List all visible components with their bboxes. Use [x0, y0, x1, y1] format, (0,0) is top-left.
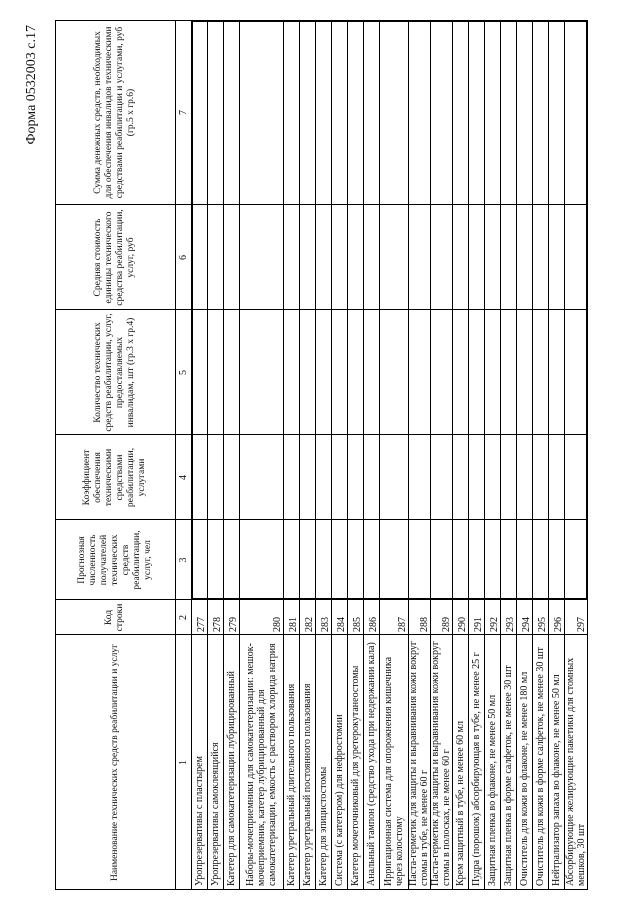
empty-cell[interactable]: [564, 520, 587, 600]
data-table: [55, 20, 590, 890]
row-code: 295: [537, 617, 548, 632]
empty-cell[interactable]: [532, 435, 548, 520]
row-name: Катетер для самокатетеризации лубрицированный: [225, 671, 237, 886]
empty-cell[interactable]: [548, 520, 564, 600]
empty-cell[interactable]: [379, 435, 408, 520]
row-code: 287: [397, 617, 408, 632]
empty-cell[interactable]: [430, 20, 452, 205]
empty-cell[interactable]: [468, 520, 484, 600]
column-header: Прогнозная численность получателей технических средств реабилитации, услуг, чел: [76, 530, 153, 590]
row-name: Абсорбирующие желирующие пакетики для стомных мешков, 30 шт: [564, 657, 587, 886]
empty-cell[interactable]: [299, 310, 315, 435]
empty-cell[interactable]: [299, 520, 315, 600]
empty-cell[interactable]: [516, 310, 532, 435]
empty-cell[interactable]: [452, 520, 468, 600]
empty-cell[interactable]: [223, 310, 239, 435]
row-name: Паста-герметик для защиты и выравнивания кожи вокруг стомы в полосках, не менее 60 г: [430, 641, 452, 886]
row-code: 291: [473, 617, 484, 632]
row-name: Катетер для эпицистостомы: [317, 766, 329, 886]
empty-cell[interactable]: [363, 520, 379, 600]
empty-cell[interactable]: [484, 310, 500, 435]
empty-cell[interactable]: [516, 520, 532, 600]
empty-cell[interactable]: [516, 20, 532, 205]
empty-cell[interactable]: [468, 310, 484, 435]
row-name: Катетер уретральный постоянного пользования: [301, 683, 313, 886]
empty-cell[interactable]: [223, 205, 239, 310]
empty-cell[interactable]: [331, 310, 347, 435]
empty-cell[interactable]: [564, 310, 587, 435]
empty-cell[interactable]: [363, 205, 379, 310]
empty-cell[interactable]: [191, 520, 207, 600]
empty-cell[interactable]: [532, 310, 548, 435]
column-number: 3: [177, 557, 189, 563]
empty-cell[interactable]: [430, 520, 452, 600]
empty-cell[interactable]: [452, 205, 468, 310]
empty-cell[interactable]: [452, 310, 468, 435]
column-header: Коэффициент обеспечения техническими средствами реабилитации, услугами: [82, 447, 147, 508]
input-area-border: [191, 598, 587, 600]
row-code: 293: [505, 617, 516, 632]
row-code: 288: [419, 617, 430, 632]
empty-cell[interactable]: [484, 520, 500, 600]
empty-cell[interactable]: [500, 205, 516, 310]
empty-cell[interactable]: [532, 205, 548, 310]
empty-cell[interactable]: [283, 310, 299, 435]
empty-cell[interactable]: [500, 520, 516, 600]
empty-cell[interactable]: [239, 310, 283, 435]
column-header: Количество технических средств реабилитации, услуг, предоставляемых инвалидам, шт (гр.3 х гр.4): [93, 313, 136, 432]
empty-cell[interactable]: [430, 205, 452, 310]
row-code: 297: [576, 617, 587, 632]
empty-cell[interactable]: [331, 435, 347, 520]
row-code: 283: [320, 617, 331, 632]
row-name: Ирригационная система для опорожнения кишечника через колостому: [382, 656, 405, 886]
empty-cell[interactable]: [315, 435, 331, 520]
input-area-border: [586, 20, 588, 600]
empty-cell[interactable]: [207, 205, 223, 310]
empty-cell[interactable]: [532, 20, 548, 205]
empty-cell[interactable]: [452, 20, 468, 205]
empty-cell[interactable]: [283, 20, 299, 205]
row-code: 277: [196, 617, 207, 632]
row-name: Наборы-мочеприемники для самокатетеризации: мешок-мочеприемник, катетер лубрицированный для самокатетеризации, емкость с раствором хлорида натрия: [244, 643, 278, 886]
row-name: Защитная пленка в форме салфеток, не менее 30 шт: [502, 665, 514, 886]
empty-cell[interactable]: [564, 20, 587, 205]
empty-cell[interactable]: [548, 310, 564, 435]
row-code: 278: [212, 617, 223, 632]
empty-cell[interactable]: [548, 205, 564, 310]
row-name: Паста-герметик для защиты и выравнивания кожи вокруг стомы в тубе, не менее 60 г: [408, 641, 430, 886]
empty-cell[interactable]: [484, 435, 500, 520]
empty-cell[interactable]: [430, 310, 452, 435]
empty-cell[interactable]: [223, 435, 239, 520]
row-name: Анальный тампон (средство ухода при недержании кала): [365, 642, 377, 886]
empty-cell[interactable]: [452, 435, 468, 520]
empty-cell[interactable]: [331, 20, 347, 205]
row-code: 280: [272, 617, 283, 632]
empty-cell[interactable]: [347, 310, 363, 435]
row-code: 282: [304, 617, 315, 632]
row-name: Нейтрализатор запаха во флаконе, не менее 50 мл: [550, 674, 562, 886]
empty-cell[interactable]: [191, 20, 207, 205]
row-code: 281: [288, 617, 299, 632]
row-code: 296: [553, 617, 564, 632]
row-name: Уропрезервативы самоклеящийся: [209, 742, 221, 886]
empty-cell[interactable]: [500, 435, 516, 520]
empty-cell[interactable]: [191, 205, 207, 310]
empty-cell[interactable]: [239, 20, 283, 205]
row-name: Крем защитный в тубе, не менее 60 мл: [454, 721, 466, 886]
empty-cell[interactable]: [239, 520, 283, 600]
column-header: Средняя стоимость единицы технического средства реабилитации, услуг, руб: [93, 209, 136, 306]
column-number: 6: [177, 255, 189, 260]
empty-cell[interactable]: [331, 520, 347, 600]
column-header: Код строки: [104, 603, 125, 632]
row-code: 290: [457, 617, 468, 632]
empty-cell[interactable]: [363, 20, 379, 205]
empty-cell[interactable]: [191, 435, 207, 520]
empty-cell[interactable]: [223, 20, 239, 205]
row-name: Пудра (порошок) абсорбирующая в тубе, не менее 25 г: [470, 652, 482, 886]
empty-cell[interactable]: [516, 435, 532, 520]
empty-cell[interactable]: [484, 205, 500, 310]
row-name: Очиститель для кожи во флаконе, не менее 180 мл: [518, 671, 530, 886]
row-name: Уропрезервативы с пластырем: [193, 756, 205, 886]
empty-cell[interactable]: [283, 520, 299, 600]
row-name: Катетер мочеточниковый для уретерокутанеостомы: [349, 665, 361, 886]
rotated-form: [20, 20, 600, 890]
empty-cell[interactable]: [315, 205, 331, 310]
empty-cell[interactable]: [347, 205, 363, 310]
empty-cell[interactable]: [315, 20, 331, 205]
column-number: 4: [177, 475, 189, 480]
column-number: 2: [177, 615, 189, 620]
empty-cell[interactable]: [408, 520, 430, 600]
row-name: Катетер уретральный длительного пользования: [285, 683, 297, 886]
column-header: Сумма денежных средств, необходимых для обеспечения инвалидов техническими средствами реабилитации и услугами, руб (гр.5 х гр.6): [93, 26, 136, 199]
row-name: Очиститель для кожи в форме салфеток, не менее 30 шт: [534, 647, 546, 886]
empty-cell[interactable]: [408, 310, 430, 435]
column-header: Наименование технических средств реабилитации и услуг: [109, 643, 120, 882]
empty-cell[interactable]: [468, 20, 484, 205]
empty-cell[interactable]: [484, 20, 500, 205]
empty-cell[interactable]: [500, 20, 516, 205]
empty-cell[interactable]: [191, 310, 207, 435]
empty-cell[interactable]: [299, 205, 315, 310]
empty-cell[interactable]: [500, 310, 516, 435]
empty-cell[interactable]: [379, 310, 408, 435]
empty-cell[interactable]: [299, 435, 315, 520]
empty-cell[interactable]: [207, 520, 223, 600]
empty-cell[interactable]: [516, 205, 532, 310]
empty-cell[interactable]: [408, 20, 430, 205]
empty-cell[interactable]: [331, 205, 347, 310]
empty-cell[interactable]: [347, 520, 363, 600]
empty-cell[interactable]: [239, 205, 283, 310]
empty-cell[interactable]: [223, 520, 239, 600]
form-code: Форма 0532003 с.17: [24, 25, 39, 145]
empty-cell[interactable]: [430, 435, 452, 520]
row-code: 284: [336, 617, 347, 632]
empty-cell[interactable]: [548, 435, 564, 520]
row-name: Защитная пленка во флаконе, не менее 50 мл: [486, 694, 498, 886]
empty-cell[interactable]: [207, 435, 223, 520]
empty-cell[interactable]: [379, 520, 408, 600]
empty-cell[interactable]: [564, 205, 587, 310]
empty-cell[interactable]: [299, 20, 315, 205]
empty-cell[interactable]: [379, 205, 408, 310]
empty-cell[interactable]: [283, 435, 299, 520]
empty-cell[interactable]: [379, 20, 408, 205]
column-number: 5: [177, 370, 189, 375]
row-code: 289: [441, 617, 452, 632]
input-area-border: [191, 20, 587, 22]
empty-cell[interactable]: [408, 205, 430, 310]
empty-cell[interactable]: [347, 435, 363, 520]
row-code: 286: [368, 617, 379, 632]
empty-cell[interactable]: [347, 20, 363, 205]
empty-cell[interactable]: [468, 205, 484, 310]
empty-cell[interactable]: [363, 310, 379, 435]
row-name: Система (с катетером) для нефростомии: [333, 714, 345, 886]
column-number: 7: [177, 110, 189, 115]
empty-cell[interactable]: [363, 435, 379, 520]
empty-cell[interactable]: [468, 435, 484, 520]
input-area-border: [191, 20, 193, 600]
empty-cell[interactable]: [532, 520, 548, 600]
row-code: 285: [352, 617, 363, 632]
empty-cell[interactable]: [207, 20, 223, 205]
empty-cell[interactable]: [315, 310, 331, 435]
row-code: 294: [521, 617, 532, 632]
empty-cell[interactable]: [408, 435, 430, 520]
empty-cell[interactable]: [207, 310, 223, 435]
empty-cell[interactable]: [564, 435, 587, 520]
empty-cell[interactable]: [315, 520, 331, 600]
column-number: 1: [177, 760, 189, 765]
empty-cell[interactable]: [239, 435, 283, 520]
empty-cell[interactable]: [548, 20, 564, 205]
empty-cell[interactable]: [283, 205, 299, 310]
row-code: 279: [228, 617, 239, 632]
row-code: 292: [489, 617, 500, 632]
